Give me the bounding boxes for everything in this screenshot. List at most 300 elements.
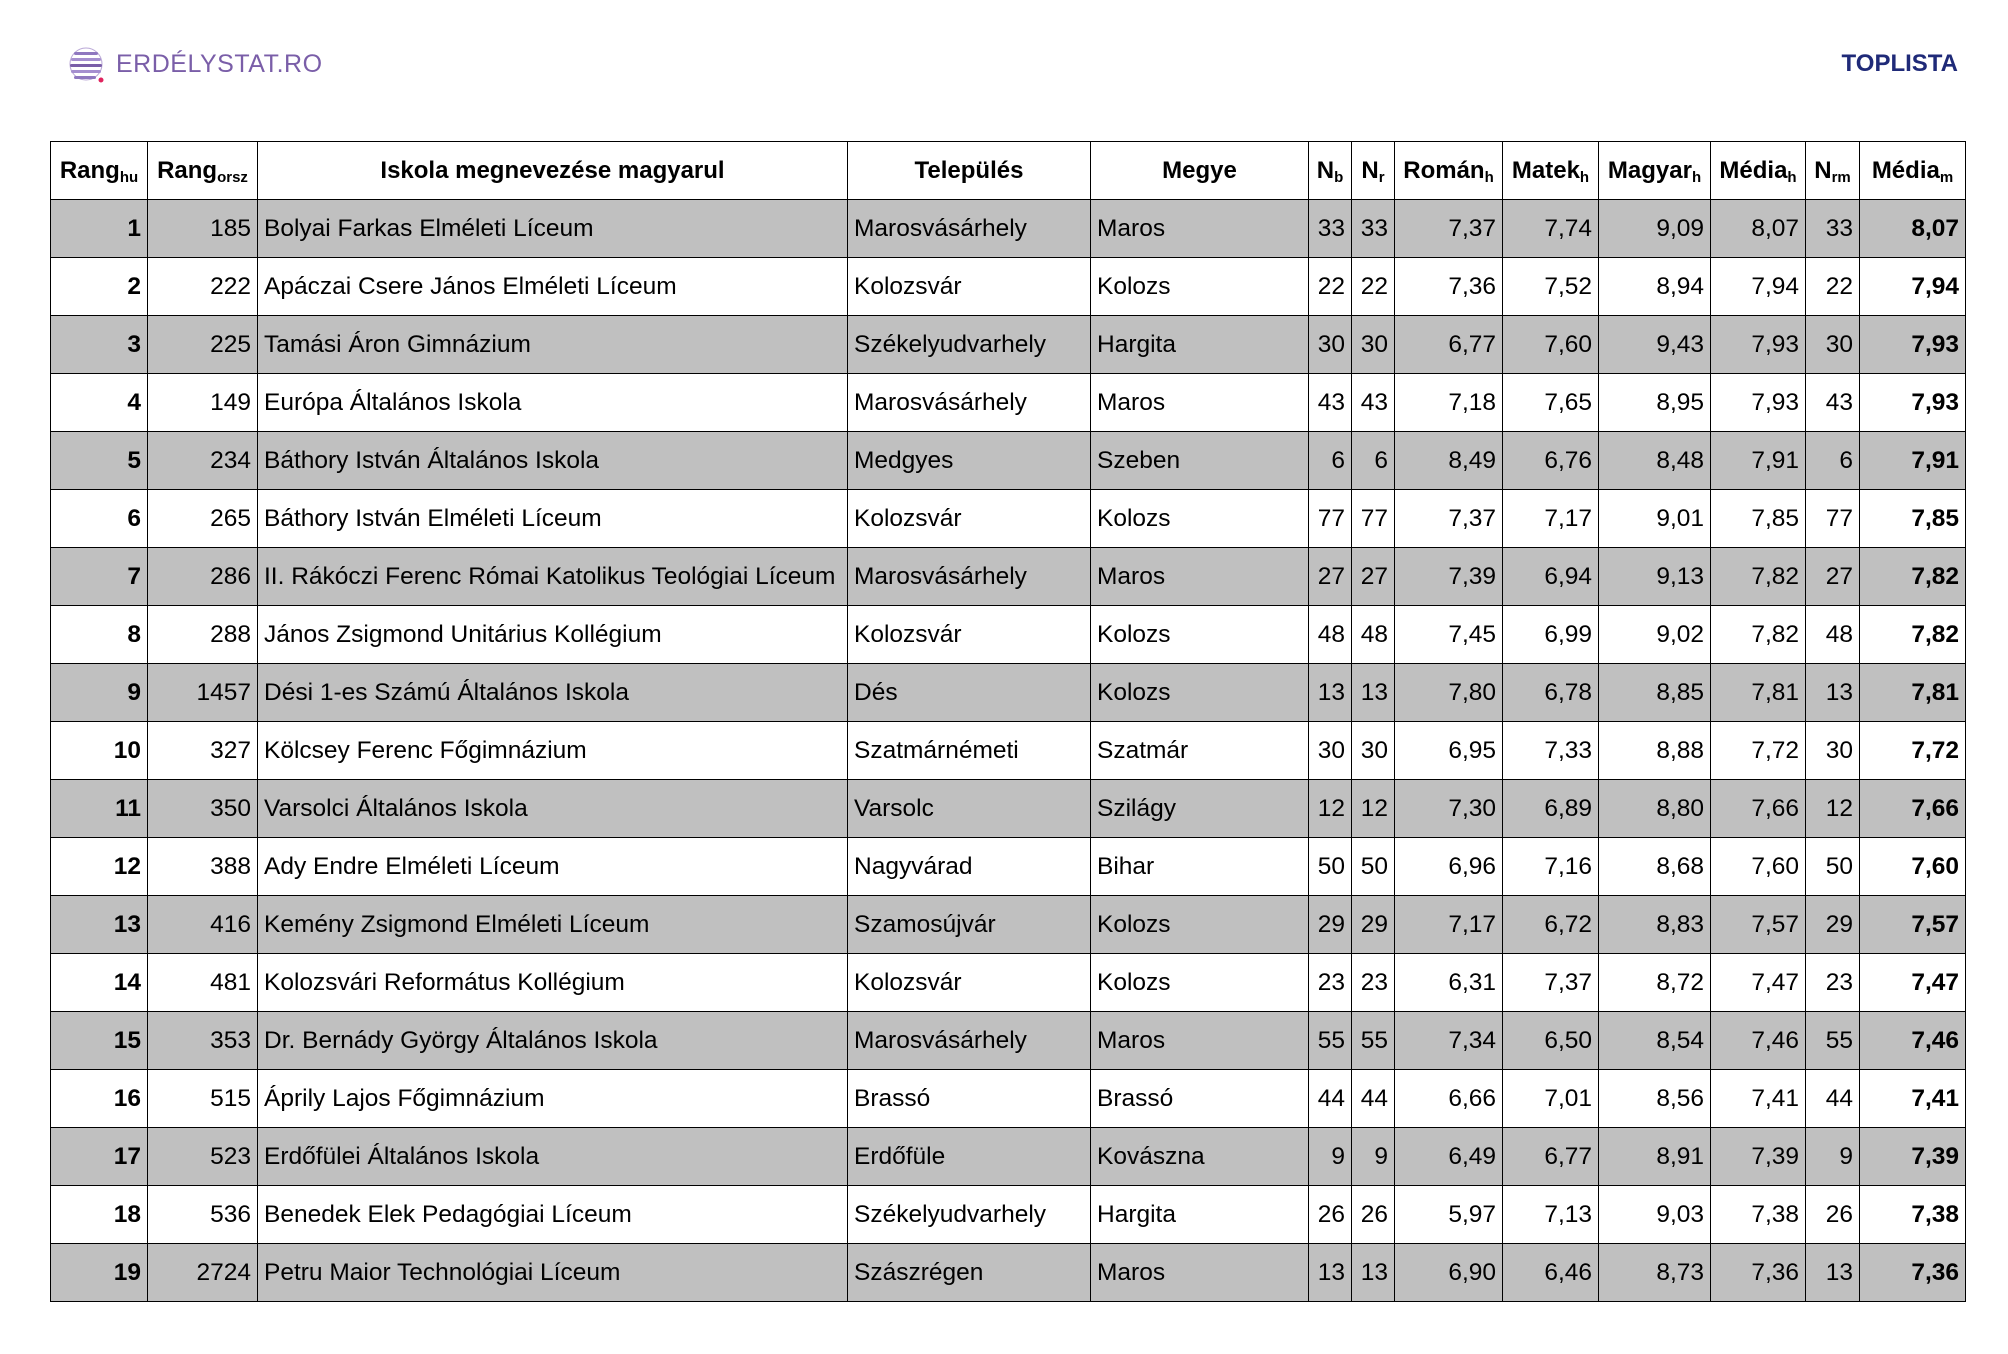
table-cell: 7,46 [1860, 1012, 1966, 1070]
table-cell: 10 [51, 722, 148, 780]
table-cell: 416 [148, 896, 258, 954]
table-cell: 3 [51, 316, 148, 374]
table-cell: Maros [1091, 374, 1309, 432]
table-cell: 536 [148, 1186, 258, 1244]
table-cell: 7,17 [1395, 896, 1503, 954]
column-header-subscript: m [1939, 168, 1954, 186]
table-cell: 7,82 [1711, 606, 1806, 664]
table-cell: 6,95 [1395, 722, 1503, 780]
table-cell: 27 [1309, 548, 1352, 606]
table-cell: 7,17 [1503, 490, 1599, 548]
site-logo[interactable] [68, 44, 323, 84]
table-cell: 18 [51, 1186, 148, 1244]
table-cell: 7,94 [1860, 258, 1966, 316]
table-cell: 13 [1806, 664, 1860, 722]
table-cell: 23 [1806, 954, 1860, 1012]
column-header [1091, 142, 1309, 200]
column-header-label: Település [914, 156, 1024, 184]
table-cell: 43 [1309, 374, 1352, 432]
table-row [51, 548, 1966, 606]
table-cell: 7,74 [1503, 200, 1599, 258]
column-header [148, 142, 258, 200]
table-cell: Maros [1091, 1012, 1309, 1070]
table-cell: 7,38 [1860, 1186, 1966, 1244]
table-cell: 8,83 [1599, 896, 1711, 954]
table-cell: Bihar [1091, 838, 1309, 896]
table-cell: 6,77 [1395, 316, 1503, 374]
table-cell: 8,48 [1599, 432, 1711, 490]
table-cell: 2724 [148, 1244, 258, 1302]
page-title: TOPLISTA [1841, 50, 1958, 77]
table-cell: 7,18 [1395, 374, 1503, 432]
table-cell: Kolozs [1091, 896, 1309, 954]
table-cell: 55 [1352, 1012, 1395, 1070]
table-cell: 44 [1309, 1070, 1352, 1128]
table-cell: Báthory István Általános Iskola [258, 432, 848, 490]
table-cell: 7,82 [1860, 606, 1966, 664]
table-cell: Kovászna [1091, 1128, 1309, 1186]
table-cell: 515 [148, 1070, 258, 1128]
table-cell: 8,07 [1711, 200, 1806, 258]
table-cell: 7,39 [1711, 1128, 1806, 1186]
table-cell: 43 [1806, 374, 1860, 432]
table-cell: 7,85 [1711, 490, 1806, 548]
table-cell: 8,07 [1860, 200, 1966, 258]
table-cell: 6 [51, 490, 148, 548]
table-cell: Marosvásárhely [848, 1012, 1091, 1070]
table-cell: 33 [1309, 200, 1352, 258]
column-header [1352, 142, 1395, 200]
table-cell: 23 [1352, 954, 1395, 1012]
table-cell: 7,57 [1711, 896, 1806, 954]
table-cell: 7,91 [1860, 432, 1966, 490]
table-cell: 26 [1352, 1186, 1395, 1244]
table-cell: 30 [1806, 316, 1860, 374]
table-cell: 9,09 [1599, 200, 1711, 258]
table-cell: 481 [148, 954, 258, 1012]
column-header [1711, 142, 1806, 200]
table-cell: Kolozsvár [848, 490, 1091, 548]
table-cell: Áprily Lajos Főgimnázium [258, 1070, 848, 1128]
table-cell: 8,73 [1599, 1244, 1711, 1302]
table-cell: Kolozs [1091, 954, 1309, 1012]
table-cell: 8,95 [1599, 374, 1711, 432]
column-header-label: Magyar [1607, 156, 1692, 184]
table-cell: 7,60 [1711, 838, 1806, 896]
table-cell: 8,88 [1599, 722, 1711, 780]
table-header-row [51, 142, 1966, 200]
table-cell: Medgyes [848, 432, 1091, 490]
table-cell: 7,37 [1503, 954, 1599, 1012]
table-cell: 7,85 [1860, 490, 1966, 548]
table-cell: 29 [1806, 896, 1860, 954]
table-cell: Szatmár [1091, 722, 1309, 780]
table-cell: Ady Endre Elméleti Líceum [258, 838, 848, 896]
table-cell: 8,56 [1599, 1070, 1711, 1128]
column-header-subscript: h [1787, 168, 1797, 186]
table-cell: 523 [148, 1128, 258, 1186]
column-header-subscript: hu [119, 168, 139, 186]
table-cell: Erdőfüle [848, 1128, 1091, 1186]
column-header-label: N [1361, 156, 1379, 184]
table-cell: 13 [1352, 664, 1395, 722]
table-cell: Tamási Áron Gimnázium [258, 316, 848, 374]
table-cell: 6,50 [1503, 1012, 1599, 1070]
table-cell: 7,45 [1395, 606, 1503, 664]
column-header-subscript: r [1378, 168, 1385, 186]
table-cell: 44 [1352, 1070, 1395, 1128]
table-cell: 286 [148, 548, 258, 606]
table-cell: 7,93 [1711, 374, 1806, 432]
table-row [51, 374, 1966, 432]
table-cell: Dési 1-es Számú Általános Iskola [258, 664, 848, 722]
table-cell: 23 [1309, 954, 1352, 1012]
table-cell: Hargita [1091, 316, 1309, 374]
table-cell: 7,72 [1711, 722, 1806, 780]
table-cell: 6,90 [1395, 1244, 1503, 1302]
table-cell: 22 [1806, 258, 1860, 316]
table-cell: 353 [148, 1012, 258, 1070]
table-cell: 9 [1309, 1128, 1352, 1186]
table-cell: Hargita [1091, 1186, 1309, 1244]
table-cell: Szászrégen [848, 1244, 1091, 1302]
table-cell: 7,46 [1711, 1012, 1806, 1070]
column-header [848, 142, 1091, 200]
table-row [51, 1070, 1966, 1128]
table-cell: 6,78 [1503, 664, 1599, 722]
table-cell: 2 [51, 258, 148, 316]
table-cell: 222 [148, 258, 258, 316]
table-cell: 30 [1806, 722, 1860, 780]
column-header [51, 142, 148, 200]
table-cell: 6,66 [1395, 1070, 1503, 1128]
table-cell: 19 [51, 1244, 148, 1302]
table-cell: 8,49 [1395, 432, 1503, 490]
table-cell: 5,97 [1395, 1186, 1503, 1244]
table-cell: Maros [1091, 200, 1309, 258]
table-cell: 6,99 [1503, 606, 1599, 664]
table-cell: 327 [148, 722, 258, 780]
table-cell: Szeben [1091, 432, 1309, 490]
table-cell: 6,31 [1395, 954, 1503, 1012]
table-cell: 6 [1309, 432, 1352, 490]
table-cell: Székelyudvarhely [848, 316, 1091, 374]
table-cell: 7,60 [1860, 838, 1966, 896]
table-cell: 7,37 [1395, 200, 1503, 258]
table-cell: 234 [148, 432, 258, 490]
logo-text: ERDÉLYSTAT.RO [116, 49, 323, 78]
table-cell: 8,85 [1599, 664, 1711, 722]
table-cell: 26 [1806, 1186, 1860, 1244]
table-cell: 1457 [148, 664, 258, 722]
column-header-label: Rang [157, 156, 218, 184]
table-cell: 55 [1806, 1012, 1860, 1070]
table-cell: 8,91 [1599, 1128, 1711, 1186]
table-cell: II. Rákóczi Ferenc Római Katolikus Teológiai Líceum [258, 548, 848, 606]
table-cell: 6,94 [1503, 548, 1599, 606]
table-cell: 7,34 [1395, 1012, 1503, 1070]
table-cell: 13 [51, 896, 148, 954]
table-cell: 26 [1309, 1186, 1352, 1244]
column-header-subscript: b [1334, 168, 1344, 186]
table-row [51, 722, 1966, 780]
column-header [258, 142, 848, 200]
table-cell: Kolozs [1091, 490, 1309, 548]
table-row [51, 316, 1966, 374]
table-cell: 7,36 [1860, 1244, 1966, 1302]
table-row [51, 606, 1966, 664]
table-cell: 9 [51, 664, 148, 722]
table-cell: 7,81 [1860, 664, 1966, 722]
table-cell: 7,41 [1860, 1070, 1966, 1128]
table-cell: 33 [1352, 200, 1395, 258]
table-cell: 7,81 [1711, 664, 1806, 722]
table-cell: 7,93 [1711, 316, 1806, 374]
table-cell: 7,36 [1395, 258, 1503, 316]
table-cell: 13 [1309, 1244, 1352, 1302]
table-row [51, 664, 1966, 722]
table-cell: Kolozs [1091, 606, 1309, 664]
table-cell: 13 [1309, 664, 1352, 722]
table-cell: 7,52 [1503, 258, 1599, 316]
table-cell: 12 [1309, 780, 1352, 838]
table-cell: Székelyudvarhely [848, 1186, 1091, 1244]
column-header-label: N [1814, 156, 1832, 184]
table-cell: 22 [1309, 258, 1352, 316]
column-header-label: N [1316, 156, 1335, 184]
table-cell: Báthory István Elméleti Líceum [258, 490, 848, 548]
table-cell: 50 [1806, 838, 1860, 896]
table-cell: 55 [1309, 1012, 1352, 1070]
table-cell: 50 [1309, 838, 1352, 896]
column-header [1395, 142, 1503, 200]
table-cell: Brassó [1091, 1070, 1309, 1128]
table-cell: 48 [1352, 606, 1395, 664]
table-cell: 388 [148, 838, 258, 896]
table-cell: Brassó [848, 1070, 1091, 1128]
table-cell: 7,16 [1503, 838, 1599, 896]
table-row [51, 780, 1966, 838]
table-cell: 7,30 [1395, 780, 1503, 838]
table-cell: 7,57 [1860, 896, 1966, 954]
table-row [51, 1244, 1966, 1302]
table-cell: 6,77 [1503, 1128, 1599, 1186]
table-cell: 149 [148, 374, 258, 432]
table-cell: 350 [148, 780, 258, 838]
table-cell: 6 [1352, 432, 1395, 490]
table-cell: 14 [51, 954, 148, 1012]
table-row [51, 490, 1966, 548]
table-cell: 7,37 [1395, 490, 1503, 548]
table-cell: 6,89 [1503, 780, 1599, 838]
table-cell: 7,93 [1860, 374, 1966, 432]
table-cell: 30 [1352, 722, 1395, 780]
table-cell: 9 [1806, 1128, 1860, 1186]
table-cell: Marosvásárhely [848, 200, 1091, 258]
table-cell: 16 [51, 1070, 148, 1128]
table-cell: Szilágy [1091, 780, 1309, 838]
table-cell: 77 [1352, 490, 1395, 548]
table-cell: 7,47 [1860, 954, 1966, 1012]
column-header-label: Megye [1162, 156, 1237, 184]
column-header-label: Média [1871, 156, 1940, 184]
table-cell: 77 [1309, 490, 1352, 548]
table-cell: Szatmárnémeti [848, 722, 1091, 780]
table-row [51, 432, 1966, 490]
table-cell: 33 [1806, 200, 1860, 258]
table-cell: Európa Általános Iskola [258, 374, 848, 432]
table-cell: Maros [1091, 1244, 1309, 1302]
table-cell: 185 [148, 200, 258, 258]
table-cell: János Zsigmond Unitárius Kollégium [258, 606, 848, 664]
table-cell: Apáczai Csere János Elméleti Líceum [258, 258, 848, 316]
table-cell: Marosvásárhely [848, 374, 1091, 432]
table-row [51, 954, 1966, 1012]
table-cell: Kolozs [1091, 664, 1309, 722]
table-cell: 7,94 [1711, 258, 1806, 316]
table-cell: 27 [1352, 548, 1395, 606]
table-cell: 6,72 [1503, 896, 1599, 954]
table-cell: 7,33 [1503, 722, 1599, 780]
table-cell: 29 [1352, 896, 1395, 954]
table-cell: Varsolc [848, 780, 1091, 838]
table-cell: 7,41 [1711, 1070, 1806, 1128]
table-cell: 7,80 [1395, 664, 1503, 722]
table-cell: 12 [1806, 780, 1860, 838]
table-row [51, 1128, 1966, 1186]
column-header-subscript: h [1484, 168, 1494, 186]
table-cell: 50 [1352, 838, 1395, 896]
table-cell: 9,02 [1599, 606, 1711, 664]
column-header-label: Román [1403, 156, 1485, 184]
table-cell: 9,03 [1599, 1186, 1711, 1244]
table-cell: 17 [51, 1128, 148, 1186]
column-header-label: Iskola megnevezése magyarul [380, 156, 725, 184]
table-cell: 265 [148, 490, 258, 548]
table-cell: 7,82 [1860, 548, 1966, 606]
table-cell: Kolozsvár [848, 258, 1091, 316]
table-cell: 7,01 [1503, 1070, 1599, 1128]
table-cell: 225 [148, 316, 258, 374]
column-header-subscript: orsz [217, 168, 248, 186]
table-cell: 9 [1352, 1128, 1395, 1186]
column-header-label: Matek [1511, 156, 1580, 184]
table-cell: 4 [51, 374, 148, 432]
table-cell: 8 [51, 606, 148, 664]
table-cell: 11 [51, 780, 148, 838]
table-cell: 8,54 [1599, 1012, 1711, 1070]
table-cell: 27 [1806, 548, 1860, 606]
table-row [51, 1012, 1966, 1070]
ranking-table [50, 141, 1966, 1302]
table-cell: 77 [1806, 490, 1860, 548]
table-cell: Kemény Zsigmond Elméleti Líceum [258, 896, 848, 954]
table-cell: 6,49 [1395, 1128, 1503, 1186]
table-cell: 7,13 [1503, 1186, 1599, 1244]
table-cell: Benedek Elek Pedagógiai Líceum [258, 1186, 848, 1244]
table-cell: 12 [51, 838, 148, 896]
table-cell: Szamosújvár [848, 896, 1091, 954]
table-cell: 7,39 [1860, 1128, 1966, 1186]
table-cell: Kolozsvár [848, 954, 1091, 1012]
column-header-label: Média [1719, 156, 1788, 184]
table-row [51, 200, 1966, 258]
table-cell: Nagyvárad [848, 838, 1091, 896]
table-cell: Kölcsey Ferenc Főgimnázium [258, 722, 848, 780]
table-cell: 6,76 [1503, 432, 1599, 490]
table-cell: 8,72 [1599, 954, 1711, 1012]
table-cell: 7,47 [1711, 954, 1806, 1012]
logo-icon [68, 44, 108, 84]
table-cell: 30 [1309, 722, 1352, 780]
table-cell: 30 [1309, 316, 1352, 374]
column-header-subscript: h [1579, 168, 1590, 186]
table-row [51, 258, 1966, 316]
table-cell: Dés [848, 664, 1091, 722]
column-header-subscript: rm [1831, 168, 1851, 186]
table-cell: 5 [51, 432, 148, 490]
table-cell: 8,80 [1599, 780, 1711, 838]
table-cell: 8,94 [1599, 258, 1711, 316]
table-cell: 30 [1352, 316, 1395, 374]
table-cell: 7,39 [1395, 548, 1503, 606]
table-cell: 8,68 [1599, 838, 1711, 896]
table-cell: 9,43 [1599, 316, 1711, 374]
table-cell: Varsolci Általános Iskola [258, 780, 848, 838]
table-cell: 13 [1806, 1244, 1860, 1302]
table-cell: Dr. Bernády György Általános Iskola [258, 1012, 848, 1070]
table-cell: 7,82 [1711, 548, 1806, 606]
table-cell: Kolozsvár [848, 606, 1091, 664]
column-header-subscript: h [1691, 168, 1702, 186]
table-cell: 48 [1806, 606, 1860, 664]
table-cell: 6,96 [1395, 838, 1503, 896]
table-cell: 7,65 [1503, 374, 1599, 432]
table-cell: 13 [1352, 1244, 1395, 1302]
table-cell: 9,01 [1599, 490, 1711, 548]
table-row [51, 838, 1966, 896]
table-cell: 48 [1309, 606, 1352, 664]
table-row [51, 1186, 1966, 1244]
table-cell: 288 [148, 606, 258, 664]
table-cell: 7,72 [1860, 722, 1966, 780]
table-cell: 7,66 [1860, 780, 1966, 838]
table-cell: 22 [1352, 258, 1395, 316]
table-row [51, 896, 1966, 954]
table-cell: Marosvásárhely [848, 548, 1091, 606]
table-cell: Erdőfülei Általános Iskola [258, 1128, 848, 1186]
table-cell: Bolyai Farkas Elméleti Líceum [258, 200, 848, 258]
column-header-label: Rang [59, 156, 120, 184]
table-cell: 6,46 [1503, 1244, 1599, 1302]
table-cell: 7,91 [1711, 432, 1806, 490]
table-cell: Petru Maior Technológiai Líceum [258, 1244, 848, 1302]
table-cell: 7,60 [1503, 316, 1599, 374]
table-cell: 15 [51, 1012, 148, 1070]
table-cell: 7,38 [1711, 1186, 1806, 1244]
column-header [1503, 142, 1599, 200]
column-header [1806, 142, 1860, 200]
table-cell: 1 [51, 200, 148, 258]
table-cell: 44 [1806, 1070, 1860, 1128]
table-cell: 7,93 [1860, 316, 1966, 374]
table-cell: Maros [1091, 548, 1309, 606]
table-cell: 6 [1806, 432, 1860, 490]
table-cell: Kolozs [1091, 258, 1309, 316]
table-cell: Kolozsvári Református Kollégium [258, 954, 848, 1012]
table-cell: 7 [51, 548, 148, 606]
table-cell: 43 [1352, 374, 1395, 432]
